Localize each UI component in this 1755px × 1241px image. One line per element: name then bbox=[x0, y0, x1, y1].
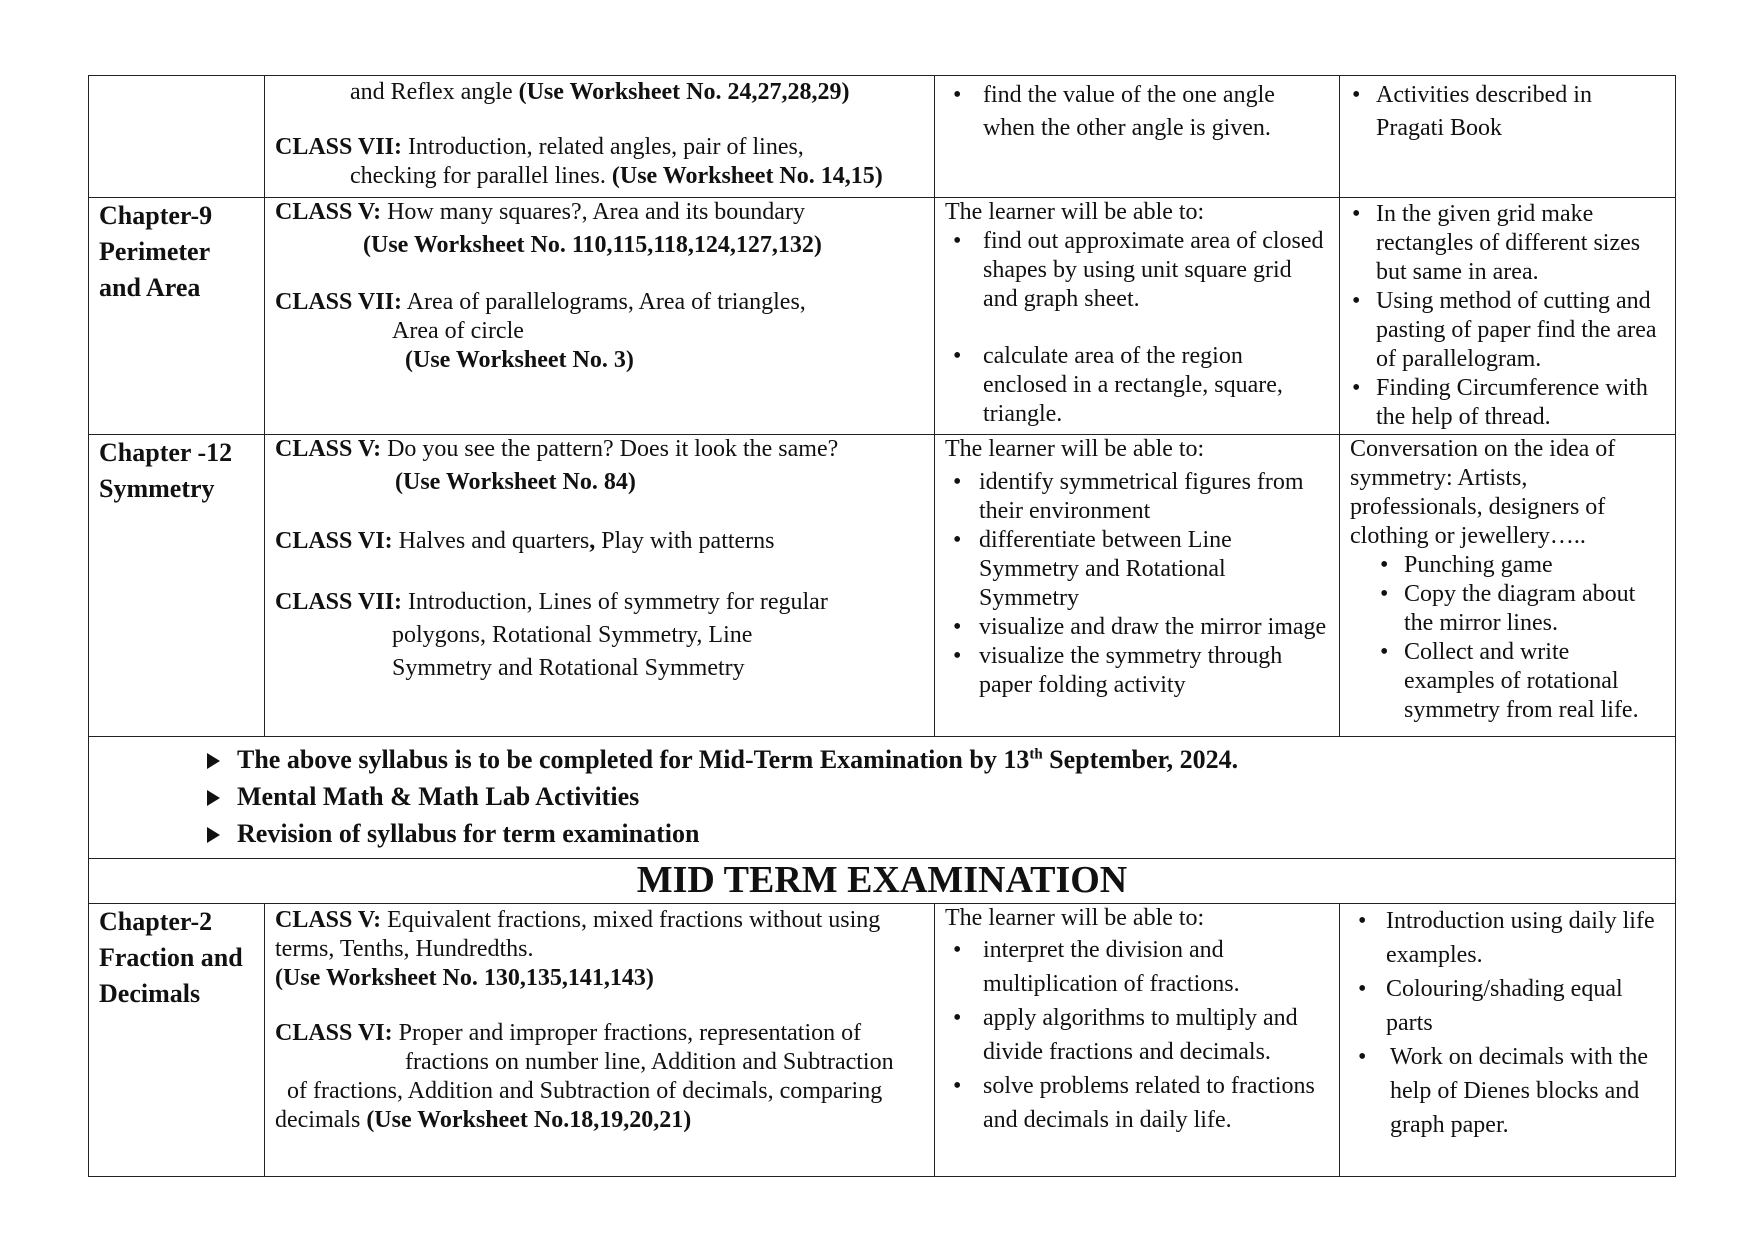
list-item: • calculate area of the region enclosed in a rectangle, square, triangle. bbox=[945, 342, 1329, 429]
learning-outcomes-cell bbox=[935, 76, 1340, 198]
list-item: • apply algorithms to multiply and divide fractions and decimals. bbox=[945, 1001, 1329, 1069]
syllabus-table bbox=[88, 75, 1676, 1177]
arrow-bullet-icon bbox=[207, 778, 224, 815]
activities-cell bbox=[1340, 76, 1676, 198]
content-cell: CLASS V: Do you see the pattern? Does it look the same? (Use Worksheet No. 84) CLASS VI: Halves and quarters, Play with patterns CLASS VII: Introduction, Lines of symmetry for regular polygons, Rotational Symmetry, Line Symmetry and Rotational Symmetry bbox=[265, 435, 935, 737]
list-item: • In the given grid make rectangles of different sizes but same in area. bbox=[1350, 200, 1665, 287]
list-item: • Collect and write examples of rotational symmetry from real life. bbox=[1378, 638, 1665, 725]
list-item: • visualize and draw the mirror image bbox=[945, 613, 1329, 642]
learning-outcomes-cell: The learner will be able to: • interpret the division and multiplication of fractions. • apply algorithms to multiply and divide fractions and decimals. • solve problems related to fractions and decimals in daily life. bbox=[935, 904, 1340, 1177]
table-row bbox=[89, 859, 1676, 904]
note-item: The above syllabus is to be completed for Mid-Term Examination by 13th September, 2024. bbox=[207, 741, 1675, 778]
list-item: • Introduction using daily life examples. bbox=[1350, 904, 1665, 972]
list-item: • find the value of the one angle when the other angle is given. bbox=[945, 79, 1329, 145]
section-heading: MID TERM EXAMINATION bbox=[89, 859, 1676, 904]
table-row bbox=[89, 737, 1676, 859]
content-cell: and Reflex angle (Use Worksheet No. 24,27,28,29) CLASS VII: Introduction, related angles, pair of lines, checking for parallel lines. (Use Worksheet No. 14,15) bbox=[265, 76, 935, 198]
arrow-bullet-icon bbox=[207, 815, 224, 852]
activities-cell bbox=[1340, 198, 1676, 435]
note-item: Mental Math & Math Lab Activities bbox=[207, 778, 1675, 815]
notes-cell bbox=[89, 737, 1676, 859]
content-cell: CLASS V: How many squares?, Area and its boundary (Use Worksheet No. 110,115,118,124,127,132) CLASS VII: Area of parallelograms, Area of triangles, Area of circle (Use Worksheet No. 3) bbox=[265, 198, 935, 435]
list-item: • solve problems related to fractions and decimals in daily life. bbox=[945, 1069, 1329, 1137]
table-row bbox=[89, 435, 1676, 737]
learning-outcomes-cell: The learner will be able to: • identify symmetrical figures from their environment • differentiate between Line Symmetry and Rotational Symmetry • visualize and draw the mirror image • visualize the symmetry through paper folding activity bbox=[935, 435, 1340, 737]
list-item: • Using method of cutting and pasting of paper find the area of parallelogram. bbox=[1350, 287, 1665, 374]
table-row bbox=[89, 76, 1676, 198]
list-item: • Copy the diagram about the mirror lines. bbox=[1378, 580, 1665, 638]
list-item: • interpret the division and multiplication of fractions. bbox=[945, 933, 1329, 1001]
activities-cell bbox=[1340, 904, 1676, 1177]
chapter-cell bbox=[89, 76, 265, 198]
list-item: • Finding Circumference with the help of thread. bbox=[1350, 374, 1665, 432]
arrow-bullet-icon bbox=[207, 741, 224, 778]
list-item: • Work on decimals with the help of Dienes blocks and graph paper. bbox=[1350, 1040, 1665, 1142]
list-item: • differentiate between Line Symmetry and Rotational Symmetry bbox=[945, 526, 1329, 613]
list-item: • find out approximate area of closed shapes by using unit square grid and graph sheet. bbox=[945, 227, 1329, 314]
list-item: • Activities described in Pragati Book bbox=[1350, 79, 1665, 145]
list-item: • Colouring/shading equal parts bbox=[1350, 972, 1665, 1040]
table-row bbox=[89, 904, 1676, 1177]
learning-outcomes-cell: The learner will be able to: • find out approximate area of closed shapes by using unit square grid and graph sheet. • calculate area of the region enclosed in a rectangle, square, triangle. bbox=[935, 198, 1340, 435]
chapter-title: Chapter-9 Perimeter and Area bbox=[89, 198, 265, 435]
chapter-title: Chapter -12 Symmetry bbox=[89, 435, 265, 737]
list-item: • Punching game bbox=[1378, 551, 1665, 580]
activities-cell: Conversation on the idea of symmetry: Artists, professionals, designers of clothing or jewellery….. • Punching game • Copy the diagram about the mirror lines. • Collect and write examples of rotational symmetry from real life. bbox=[1340, 435, 1676, 737]
note-item: Revision of syllabus for term examination bbox=[207, 815, 1675, 852]
list-item: • identify symmetrical figures from their environment bbox=[945, 468, 1329, 526]
table-row bbox=[89, 198, 1676, 435]
chapter-title: Chapter-2 Fraction and Decimals bbox=[89, 904, 265, 1177]
content-cell: CLASS V: Equivalent fractions, mixed fractions without using terms, Tenths, Hundredths. (Use Worksheet No. 130,135,141,143) CLASS VI: Proper and improper fractions, representation of fractions on number line, Addition and Subtraction of fractions, Addition and Subtraction of decimals, comparing decimals (Use Worksheet No.18,19,20,21) bbox=[265, 904, 935, 1177]
list-item: • visualize the symmetry through paper folding activity bbox=[945, 642, 1329, 700]
